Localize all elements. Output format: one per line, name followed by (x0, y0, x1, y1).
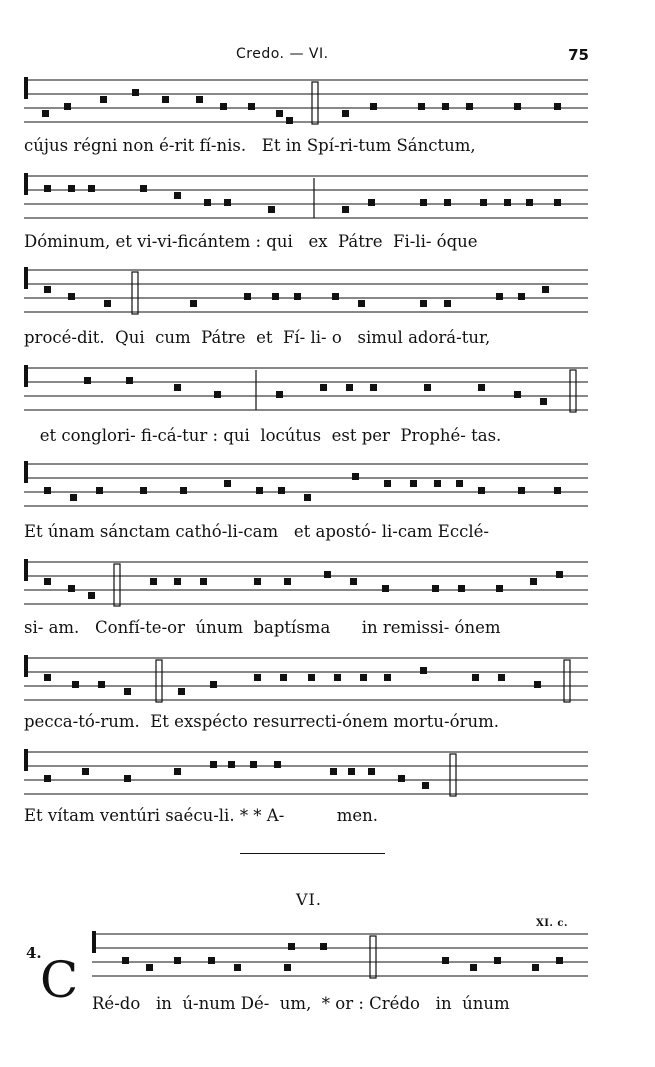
staff-5 (24, 458, 588, 520)
lyrics-line-9: Ré-do in ú-num Dé- um, * or : Crédo in únum (92, 994, 510, 1013)
lyrics-line-6: si- am. Confí-te-or únum baptísma in remissi- ónem (24, 618, 501, 637)
chant-system-7 (24, 652, 588, 752)
staff-2 (24, 170, 588, 232)
staff-1 (24, 74, 588, 136)
lyrics-line-5: Et únam sánctam cathó-li-cam et apostó- li-cam Ecclé- (24, 522, 489, 541)
chant-system-3 (24, 264, 588, 364)
chant-system-4 (24, 362, 588, 462)
mode-label: XI. c. (536, 918, 568, 929)
staff-3 (24, 264, 588, 326)
lyrics-line-3: procé-dit. Qui cum Pátre et Fí- li- o simul adorá-tur, (24, 328, 491, 347)
chant-number: 4. (26, 944, 42, 962)
lyrics-line-4: et conglori- fi-cá-tur : qui locútus est per Prophé- tas. (24, 426, 502, 445)
lyrics-line-2: Dóminum, et vi-vi-ficántem : qui ex Pátre Fi-li- óque (24, 232, 478, 251)
staff-8 (24, 746, 588, 808)
running-title: Credo. — VI. (236, 46, 329, 62)
staff-7 (24, 652, 588, 714)
staff-4 (24, 362, 588, 424)
chant-system-1 (24, 74, 588, 174)
chant-system-6 (24, 556, 588, 656)
lyrics-line-8: Et vítam ventúri saécu-li. * * A- men. (24, 806, 379, 825)
section-divider (240, 853, 385, 854)
chant-system-8 (24, 746, 588, 846)
chant-system-5 (24, 458, 588, 558)
chant-system-9 (92, 928, 588, 1028)
lyrics-line-7: pecca-tó-rum. Et exspécto resurrecti-ónem mortu-órum. (24, 712, 499, 731)
section-title: VI. (296, 890, 322, 909)
lyrics-line-1: cújus régni non é-rit fí-nis. Et in Spí-ri-tum Sánctum, (24, 136, 476, 155)
staff-6 (24, 556, 588, 618)
staff-9 (92, 928, 588, 990)
page-header (0, 46, 655, 70)
initial-letter: C (40, 951, 79, 1009)
chant-system-2 (24, 170, 588, 270)
page-number: 75 (568, 46, 589, 64)
